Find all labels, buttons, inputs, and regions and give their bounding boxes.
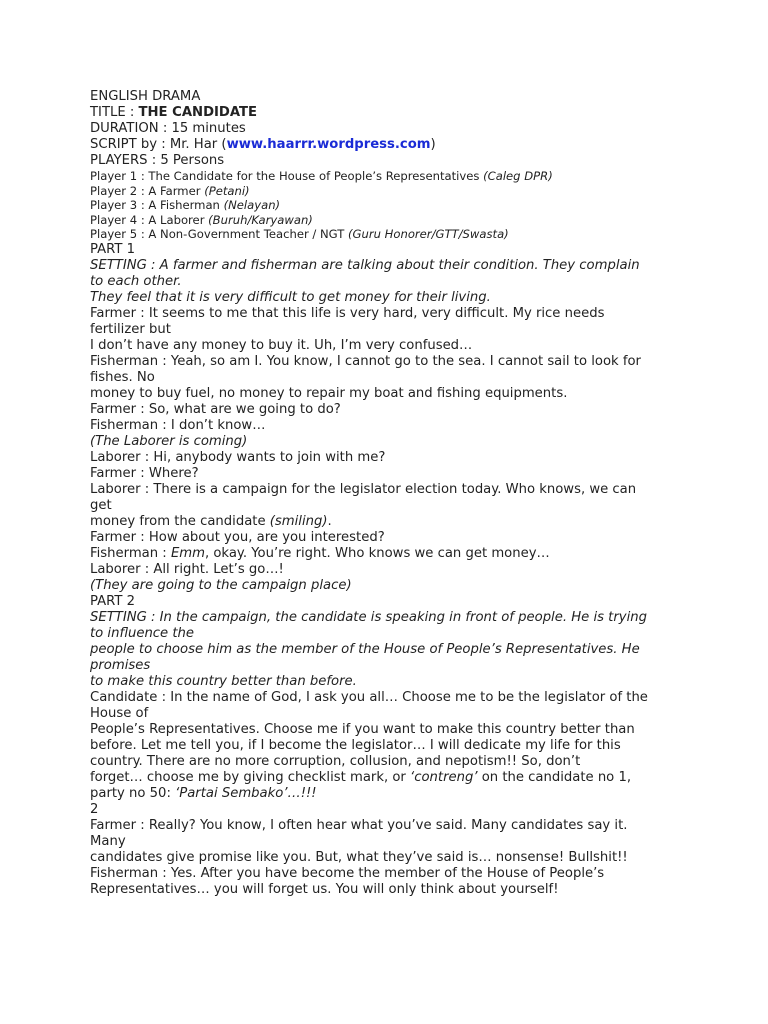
player-4	[90, 213, 680, 228]
dialogue-line: before. Let me tell you, if I become the legislator… I will dedicate my life for this	[90, 737, 621, 753]
setting-1-line: They feel that it is very difficult to get money for their living.	[90, 289, 491, 305]
dialogue-line	[90, 546, 680, 562]
player-3-note: (Nelayan)	[223, 198, 281, 212]
player-2-text: Player 2 : A Farmer	[90, 183, 205, 198]
player-2	[90, 184, 680, 199]
dialogue-line: Fisherman : I don’t know…	[90, 417, 266, 433]
dialogue-line: Laborer : Hi, anybody wants to join with me?	[90, 449, 386, 465]
author-link[interactable]: www.haarrr.wordpress.com	[226, 137, 431, 152]
setting-1-line: to each other.	[90, 273, 182, 289]
dialogue-line: Laborer : All right. Let’s go…!	[90, 561, 284, 577]
dialogue-line: Candidate : In the name of God, I ask you all… Choose me to be the legislator of the	[90, 689, 648, 705]
player-1-text: Player 1 : The Candidate for the House of People’s Representatives	[90, 169, 484, 183]
setting-2-line: SETTING : In the campaign, the candidate is speaking in front of people. He is trying	[90, 609, 647, 625]
dialogue-text: money from the candidate	[90, 513, 270, 529]
dialogue-line: fertilizer but	[90, 321, 171, 337]
dialogue-line	[90, 514, 680, 530]
script-document	[90, 89, 680, 898]
player-5-text: Player 5 : A Non-Government Teacher / NGT	[90, 227, 348, 241]
dialogue-line: Fisherman : Yeah, so am I. You know, I cannot go to the sea. I cannot sail to look for	[90, 353, 641, 369]
players-count: PLAYERS : 5 Persons	[90, 153, 225, 168]
dialogue-line: country. There are no more corruption, collusion, and nepotism!! So, don’t	[90, 753, 581, 769]
dialogue-line	[90, 770, 680, 786]
player-1	[90, 169, 680, 184]
dialogue-text: Fisherman :	[90, 545, 171, 561]
dialogue-emphasis: ‘contreng’	[410, 769, 478, 785]
setting-1-line: SETTING : A farmer and fisherman are talking about their condition. They complain	[90, 257, 640, 273]
setting-2-line: to make this country better than before.	[90, 673, 357, 689]
title-label: TITLE :	[90, 105, 139, 120]
genre-line: ENGLISH DRAMA	[90, 89, 201, 104]
dialogue-line: I don’t have any money to buy it. Uh, I’m very confused…	[90, 337, 473, 353]
stage-direction-inline: (smiling)	[269, 513, 328, 529]
dialogue-text: on the candidate no 1,	[477, 769, 632, 785]
dialogue-line: money to buy fuel, no money to repair my boat and fishing equipments.	[90, 385, 568, 401]
dialogue-line: Farmer : How about you, are you interested?	[90, 529, 385, 545]
player-5	[90, 227, 680, 242]
dialogue-text: .	[327, 513, 332, 529]
dialogue-line: candidates give promise like you. But, what they’ve said is… nonsense! Bullshit!!	[90, 849, 628, 865]
setting-2-line: people to choose him as the member of the House of People’s Representatives. He	[90, 641, 640, 657]
script-line	[90, 137, 680, 153]
player-4-text: Player 4 : A Laborer	[90, 212, 209, 227]
dialogue-text: , okay. You’re right. Who knows we can get money…	[204, 545, 550, 561]
stage-direction: (They are going to the campaign place)	[90, 577, 352, 593]
script-prefix: SCRIPT by : Mr. Har (	[90, 137, 227, 152]
duration-line: DURATION : 15 minutes	[90, 121, 246, 136]
dialogue-line: get	[90, 497, 112, 513]
dialogue-line	[90, 786, 680, 802]
dialogue-text: party no 50:	[90, 785, 176, 801]
title-line	[90, 105, 680, 121]
dialogue-line: Farmer : So, what are we going to do?	[90, 401, 341, 417]
player-2-note: (Petani)	[204, 183, 250, 198]
setting-2-line: to influence the	[90, 625, 194, 641]
player-3-text: Player 3 : A Fisherman	[90, 198, 224, 212]
player-4-note: (Buruh/Karyawan)	[208, 212, 313, 227]
part-1-heading: PART 1	[90, 241, 135, 257]
script-suffix: )	[430, 137, 436, 152]
dialogue-emphasis: ‘Partai Sembako’…!!!	[175, 785, 317, 801]
play-title: THE CANDIDATE	[138, 105, 258, 120]
player-1-note: (Caleg DPR)	[483, 169, 553, 183]
dialogue-line: fishes. No	[90, 369, 155, 385]
page-number: 2	[90, 801, 99, 817]
dialogue-line: Representatives… you will forget us. You will only think about yourself!	[90, 881, 559, 897]
stage-direction: (The Laborer is coming)	[90, 433, 248, 449]
dialogue-line: People’s Representatives. Choose me if you want to make this country better than	[90, 721, 635, 737]
dialogue-line: Farmer : Really? You know, I often hear what you’ve said. Many candidates say it.	[90, 817, 628, 833]
dialogue-line: Farmer : Where?	[90, 465, 199, 481]
setting-2-line: promises	[90, 657, 151, 673]
dialogue-line: Laborer : There is a campaign for the legislator election today. Who knows, we can	[90, 481, 637, 497]
dialogue-line: Many	[90, 833, 126, 849]
dialogue-line: House of	[90, 705, 149, 721]
dialogue-text: forget… choose me by giving checklist mark, or	[90, 769, 411, 785]
part-2-heading: PART 2	[90, 593, 135, 609]
player-5-note: (Guru Honorer/GTT/Swasta)	[348, 227, 509, 241]
dialogue-line: Farmer : It seems to me that this life is very hard, very difficult. My rice needs	[90, 305, 605, 321]
dialogue-line: Fisherman : Yes. After you have become the member of the House of People’s	[90, 865, 605, 881]
dialogue-emphasis: Emm	[170, 545, 205, 561]
player-3	[90, 198, 680, 213]
